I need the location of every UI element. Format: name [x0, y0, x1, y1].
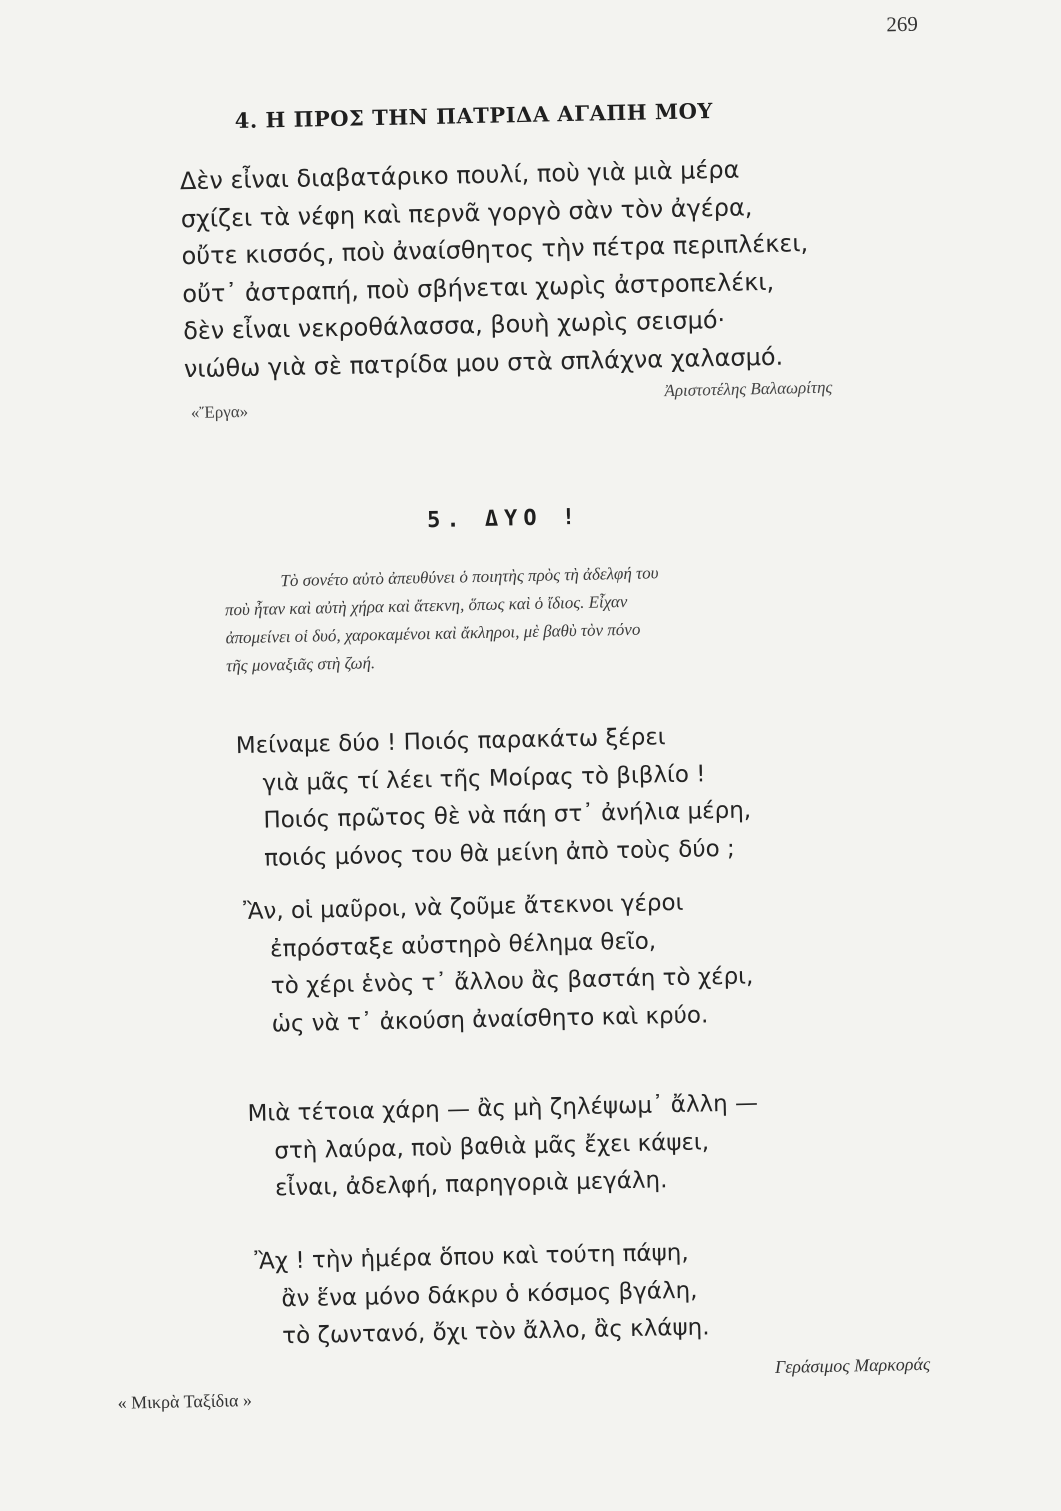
poem-1-author: Ἀριστοτέλης Βαλαωρίτης — [664, 377, 833, 401]
intro-line: Τὸ σονέτο αὐτὸ ἀπευθύνει ὁ ποιητὴς πρὸς τὴ ἀδελφή του — [280, 563, 659, 591]
poem-2-author: Γεράσιμος Μαρκοράς — [774, 1353, 931, 1378]
poem-line: γιὰ μᾶς τί λέει τῆς Μοίρας τὸ βιβλίο ! — [262, 760, 706, 797]
poem-2-intro — [224, 555, 886, 681]
poem-line: τὸ χέρι ἑνὸς τ᾽ ἄλλου ἂς βαστάη τὸ χέρι, — [270, 963, 754, 1000]
poem-line: οὔτε κισσός, ποὺ ἀναίσθητος τὴν πέτρα περιπλέκει, — [181, 229, 809, 271]
poem-1-source: «Ἔργα» — [190, 401, 249, 423]
poem-line: ἐπρόσταξε αὐστηρὸ θέλημα θεῖο, — [269, 927, 657, 962]
poem-2-source: « Μικρὰ Ταξίδια » — [117, 1389, 253, 1413]
intro-line: ποὺ ἦταν καὶ αὐτὴ χήρα καὶ ἄτεκνη, ὅπως καὶ ὁ ἴδιος. Εἶχαν — [224, 591, 628, 620]
poem-title-1: 4. Η ΠΡΟΣ ΤΗΝ ΠΑΤΡΙΔΑ ΑΓΑΠΗ ΜΟΥ — [234, 98, 714, 134]
poem-line: εἶναι, ἀδελφή, παρηγοριὰ μεγάλη. — [274, 1167, 668, 1202]
poem-line: ὡς νὰ τ᾽ ἀκούση ἀναίσθητο καὶ κρύο. — [271, 1001, 709, 1037]
poem-line: δὲν εἶναι νεκροθάλασσα, βουὴ χωρὶς σεισμό· — [182, 305, 726, 346]
poem-line: Ἂν, οἱ μαῦροι, νὰ ζοῦμε ἄτεκνοι γέροι — [243, 889, 684, 926]
stanza-4 — [254, 1230, 896, 1356]
poem-line: Μιὰ τέτοια χάρη — ἂς μὴ ζηλέψωμ᾽ ἄλλη — — [247, 1090, 759, 1127]
stanza-2 — [243, 881, 886, 1044]
poem-1 — [180, 148, 905, 388]
poem-line: ποιός μόνος του θὰ μείνη ἀπὸ τοὺς δύο ; — [263, 835, 735, 872]
poem-line: Δὲν εἶναι διαβατάρικο πουλί, ποὺ γιὰ μιὰ μέρα — [179, 155, 740, 196]
poem-line: νιώθω γιὰ σὲ πατρίδα μου στὰ σπλάχνα χαλασμό. — [183, 342, 784, 383]
intro-line: ἀπομείνει οἱ δυό, χαροκαμένοι καὶ ἄκληροι, μὲ βαθὺ τὸν πόνο — [225, 619, 641, 648]
poem-line: Ἂχ ! τὴν ἡμέρα ὅπου καὶ τούτη πάψη, — [254, 1239, 689, 1275]
poem-line: στὴ λαύρα, ποὺ βαθιὰ μᾶς ἔχει κάψει, — [274, 1128, 710, 1164]
poem-line: Μείναμε δύο ! Ποιός παρακάτω ξέρει — [235, 724, 666, 760]
poem-line: τὸ ζωντανό, ὄχι τὸν ἄλλο, ἂς κλάψη. — [281, 1314, 710, 1350]
intro-line: τῆς μοναξιᾶς στὴ ζωή. — [225, 653, 376, 676]
poem-title-2: 5. ΔΥΟ ! — [426, 504, 582, 534]
poem-line: οὔτ᾽ ἀστραπή, ποὺ σβήνεται χωρὶς ἀστροπελέκι, — [182, 267, 775, 308]
page-number: 269 — [886, 11, 919, 37]
poem-line: ἂν ἕνα μόνο δάκρυ ὁ κόσμος βγάλη, — [281, 1277, 698, 1312]
poem-line: σχίζει τὰ νέφη καὶ περνᾶ γοργὸ σὰν τὸν ἀγέρα, — [180, 192, 753, 233]
stanza-1 — [235, 715, 878, 878]
poem-line: Ποιός πρῶτος θὲ νὰ πάη στ᾽ ἀνήλια μέρη, — [263, 797, 752, 834]
stanza-3 — [247, 1083, 889, 1209]
